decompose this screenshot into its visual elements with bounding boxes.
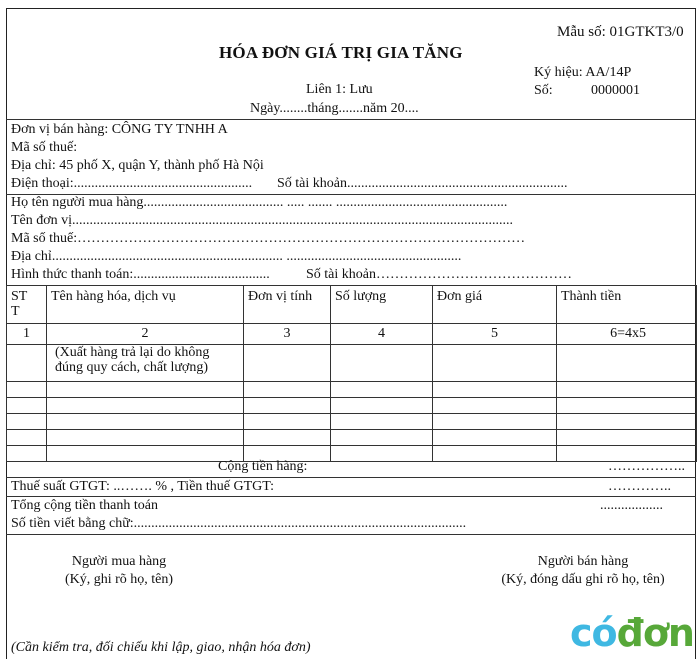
table-cell — [433, 430, 557, 446]
table-cell — [7, 345, 47, 382]
date-line: Ngày........tháng.......năm 20.... — [250, 101, 419, 116]
subtotal-label: Cộng tiền hàng: — [218, 459, 308, 474]
seller-name: Đơn vị bán hàng: CÔNG TY TNHH A — [11, 122, 228, 137]
column-header: Thành tiền — [557, 286, 697, 324]
seller-tax-code: Mã số thuế: — [11, 140, 78, 155]
table-cell — [7, 382, 47, 398]
table-cell: 4 — [331, 324, 433, 345]
footer-note: (Cần kiểm tra, đối chiếu khi lập, giao, nhận hóa đơn) — [11, 640, 311, 655]
table-cell: 6=4x5 — [557, 324, 697, 345]
seller-signature-note: (Ký, đóng dấu ghi rõ họ, tên) — [501, 572, 665, 587]
buyer-address: Địa chỉ.................................................................. .................................................. — [11, 250, 462, 264]
table-cell — [47, 446, 244, 462]
table-cell — [47, 398, 244, 414]
table-row — [7, 446, 697, 462]
items-table — [6, 285, 697, 462]
table-cell — [244, 430, 331, 446]
table-cell — [331, 345, 433, 382]
column-header: Đơn vị tính — [244, 286, 331, 324]
table-row — [7, 414, 697, 430]
table-cell — [331, 382, 433, 398]
seller-account: Số tài khoản............................................................... — [277, 176, 568, 191]
table-cell — [557, 345, 697, 382]
table-row — [7, 345, 697, 382]
table-cell — [433, 382, 557, 398]
table-cell — [433, 446, 557, 462]
buyer-tax-code: Mã số thuế:…………………………………………………………………………………… — [11, 232, 526, 246]
table-cell — [433, 345, 557, 382]
form-number: Mẫu số: 01GTKT3/0 — [557, 24, 684, 40]
table-cell — [331, 414, 433, 430]
logo-part: có — [569, 611, 617, 655]
buyer-signature-title: Người mua hàng — [71, 554, 167, 569]
divider — [6, 119, 696, 120]
table-cell: 1 — [7, 324, 47, 345]
amount-in-words: Số tiền viết bằng chữ:............................................................................................... — [11, 516, 467, 531]
column-index-row — [7, 324, 697, 345]
divider — [6, 194, 696, 195]
table-cell — [244, 398, 331, 414]
table-row — [7, 382, 697, 398]
copy-label: Liên 1: Lưu — [306, 82, 373, 97]
table-cell — [433, 414, 557, 430]
table-cell — [244, 382, 331, 398]
invoice-number: 0000001 — [591, 83, 640, 98]
grand-total-value: .................. — [600, 498, 663, 513]
codon-logo — [570, 611, 694, 655]
table-cell — [433, 398, 557, 414]
column-header: ST T — [7, 286, 47, 324]
table-cell — [331, 446, 433, 462]
buyer-account: Số tài khoản…………………………………… — [306, 267, 572, 282]
table-row — [7, 398, 697, 414]
table-cell: (Xuất hàng trả lại do không đúng quy cách, chất lượng) — [47, 345, 244, 382]
grand-total-label: Tổng cộng tiền thanh toán — [11, 498, 158, 513]
table-cell — [244, 414, 331, 430]
invoice-number-label: Số: — [534, 83, 553, 98]
table-cell — [557, 382, 697, 398]
table-cell — [7, 398, 47, 414]
seller-phone: Điện thoại:................................................... — [11, 176, 253, 191]
table-cell: 5 — [433, 324, 557, 345]
table-cell — [557, 398, 697, 414]
column-header: Tên hàng hóa, dịch vụ — [47, 286, 244, 324]
divider — [6, 534, 696, 535]
invoice-title: HÓA ĐƠN GIÁ TRỊ GIA TĂNG — [219, 43, 463, 62]
table-cell — [331, 430, 433, 446]
divider — [6, 496, 696, 497]
buyer-name: Họ tên người mua hàng........................................ ..... ....... ................................................. — [11, 196, 508, 210]
logo-part: đơn — [616, 611, 694, 655]
seller-address: Địa chỉ: 45 phố X, quận Y, thành phố Hà Nội — [11, 158, 264, 173]
table-cell — [7, 446, 47, 462]
table-cell — [47, 382, 244, 398]
buyer-signature-note: (Ký, ghi rõ họ, tên) — [64, 572, 174, 587]
column-header: Đơn giá — [433, 286, 557, 324]
table-cell: 2 — [47, 324, 244, 345]
buyer-unit: Tên đơn vị.............................................................................................................................. — [11, 214, 514, 228]
table-cell — [47, 414, 244, 430]
subtotal-value: …………….. — [608, 459, 685, 474]
divider — [6, 477, 696, 478]
vat-line: Thuế suất GTGT: ..……. % , Tiền thuế GTGT: — [11, 479, 275, 494]
table-cell — [47, 430, 244, 446]
payment-method: Hình thức thanh toán:....................................... — [11, 267, 270, 282]
seller-signature-title: Người bán hàng — [537, 554, 629, 569]
vat-value: ………….. — [608, 479, 671, 494]
table-row — [7, 430, 697, 446]
table-cell — [7, 430, 47, 446]
table-cell — [7, 414, 47, 430]
invoice-symbol: Ký hiệu: AA/14P — [534, 65, 632, 80]
table-cell: 3 — [244, 324, 331, 345]
table-header-row — [7, 286, 697, 324]
table-cell — [557, 414, 697, 430]
table-cell — [244, 345, 331, 382]
table-cell — [557, 430, 697, 446]
column-header: Số lượng — [331, 286, 433, 324]
table-cell — [331, 398, 433, 414]
